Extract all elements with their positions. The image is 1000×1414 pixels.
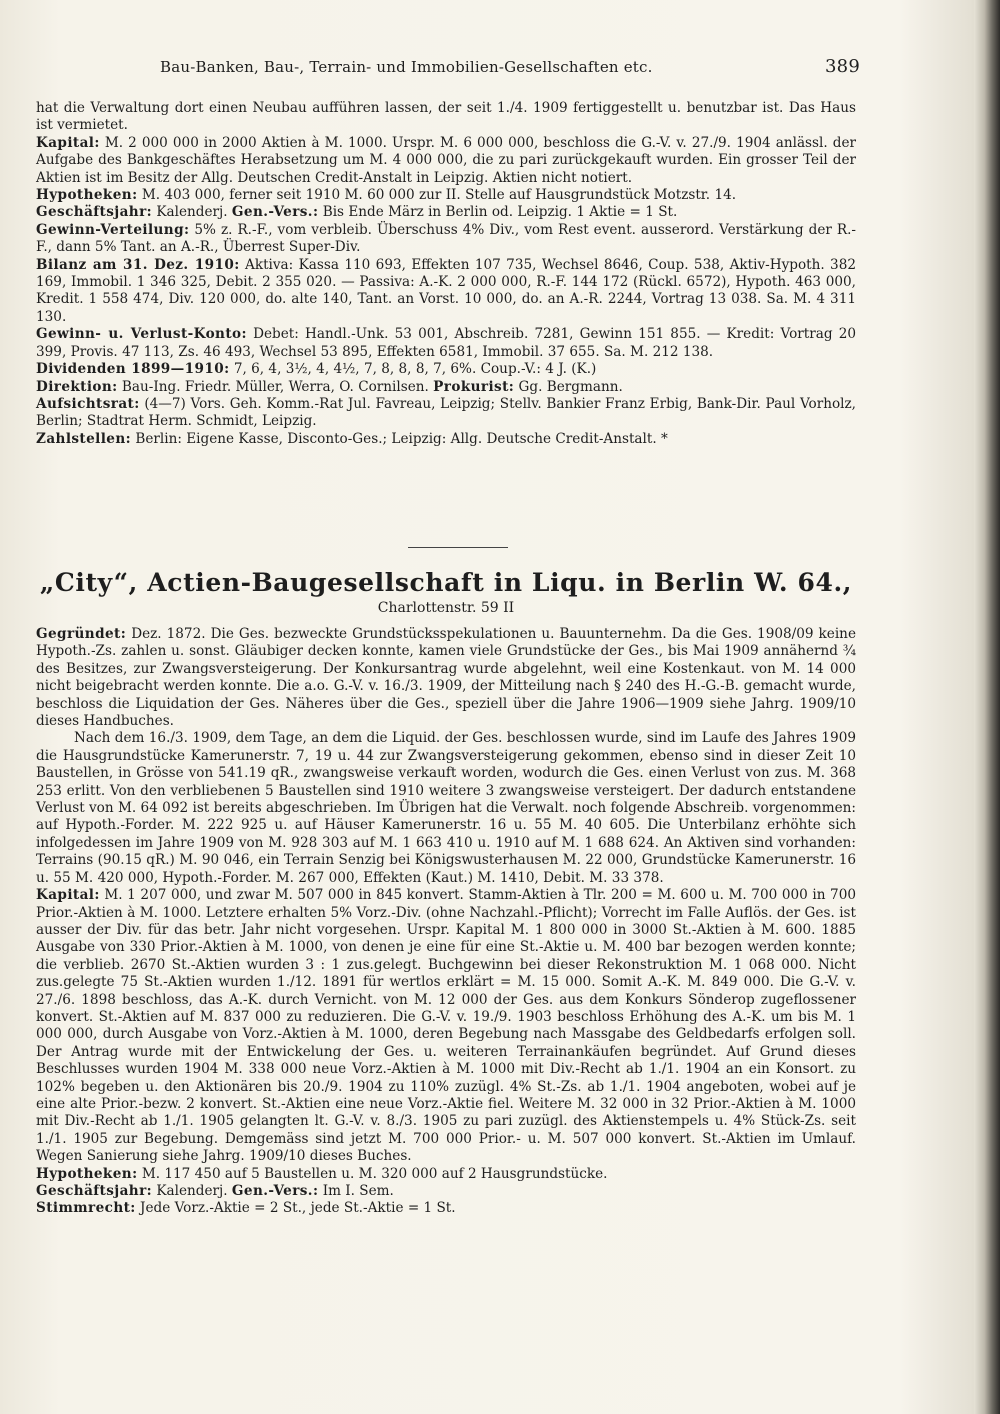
field-label: Hypotheken: [36,187,138,204]
paragraph-bilanz [36,257,856,327]
field-text: M. 117 450 auf 5 Baustellen u. M. 320 000 auf 2 Hausgrundstücke. [141,1165,608,1182]
paragraph-liquidation [36,730,856,887]
field-text: Bis Ende März in Berlin od. Leipzig. 1 Aktie = 1 St. [322,204,678,221]
entry-top [36,100,856,448]
field-label: Gewinn- u. Verlust-Konto: [36,326,247,343]
field-text: Gg. Bergmann. [518,378,623,395]
paragraph-text: hat die Verwaltung dort einen Neubau aufführen lassen, der seit 1./4. 1909 fertiggestellt u. benutzbar ist. Das Haus ist vermietet. [36,100,856,134]
field-label: Prokurist: [433,378,515,395]
field-text: 5% z. R.-F., vom verbleib. Überschuss 4% Div., vom Rest event. ausserord. Verstärkung der R.-F., dann 5% Tant. an A.-R., Überrest Super-Div. [36,221,856,256]
field-label: Zahlstellen: [36,430,132,447]
field-text: Kalenderj. [156,204,228,221]
field-text: Debet: Handl.-Unk. 53 001, Abschreib. 7281, Gewinn 151 855. — Kredit: Vortrag 20 399, Provis. 47 113, Zs. 46 493, Wechsel 53 895, Effekten 6581, Immobil. 37 655. Sa. M. 212 138. [36,326,856,360]
field-label: Gen.-Vers.: [231,1183,319,1199]
field-label: Geschäftsjahr: [36,1183,153,1199]
paragraph-hypotheken [36,1166,856,1183]
paragraph-gewinn-verlust [36,326,856,361]
paragraph-hypotheken [36,187,856,204]
field-label: Dividenden 1899—1910: [36,361,230,378]
page-binding-edge [974,0,1000,1414]
field-label: Kapital: [36,134,100,151]
paragraph-geschaeftsjahr [36,204,856,221]
field-label: Gewinn-Verteilung: [36,221,190,238]
running-header [160,58,860,76]
field-label: Bilanz am 31. Dez. 1910: [36,256,240,273]
paragraph-kapital [36,887,856,1166]
field-text: Im I. Sem. [322,1183,394,1199]
field-text: Jede Vorz.-Aktie = 2 St., jede St.-Aktie = 1 St. [140,1200,456,1217]
field-text: M. 2 000 000 in 2000 Aktien à M. 1000. Urspr. M. 6 000 000, beschloss die G.-V. v. 27./9. 1904 anlässl. der Aufgabe des Bankgeschäftes Herabsetzung um M. 4 000 000, die zu pari zurückgekauft wurden. Ein grosser Teil der Aktien ist im Besitz der Allg. Deutschen Credit-Anstalt in Leipzig. Aktien nicht notiert. [36,134,856,186]
paragraph-geschaeftsjahr [36,1183,856,1200]
field-label: Stimmrecht: [36,1200,136,1217]
field-text: Aktiva: Kassa 110 693, Effekten 107 735, Wechsel 8646, Coup. 538, Aktiv-Hypoth. 382 169, Immobil. 1 346 325, Debit. 2 355 020. — Passiva: A.-K. 2 000 000, R.-F. 144 172 (Rückl. 6572), Hypoth. 463 000, Kredit. 1 558 474, Div. 120 000, do. alte 140, Tant. an Vorst. 10 000, do. an A.-R. 2244, Vortrag 13 038. Sa. M. 4 311 130. [36,256,857,325]
field-label: Aufsichtsrat: [36,395,140,412]
company-title: „City“, Actien-Baugesellschaft in Liqu. in Berlin W. 64., [39,568,853,597]
field-label: Geschäftsjahr: [36,204,153,221]
paragraph-stimmrecht [36,1200,856,1217]
field-text: Berlin: Eigene Kasse, Disconto-Ges.; Leipzig: Allg. Deutsche Credit-Anstalt. * [135,430,668,447]
paragraph-aufsichtsrat [36,396,856,431]
field-text: Kalenderj. [156,1183,228,1199]
field-text: Dez. 1872. Die Ges. bezweckte Grundstücksspekulationen u. Bauunternehm. Da die Ges. 1908/09 keine Hypoth.-Zs. zahlen u. sonst. Gläubiger decken konnte, kamen viele Grundstücke der Ges., bis Mai 1909 annähernd ¾ des Besitzes, zur Zwangsversteigerung. Der Konkursantrag wurde abgelehnt, weil eine Kostenkaut. von M. 14 000 nicht beigebracht werden konnte. Die a.o. G.-V. v. 16./3. 1909, der Mitteilung nach § 240 des H.-G.-B. gemacht wurde, beschloss die Liquidation der Ges. Näheres über die Ges., speziell über die Jahre 1906—1909 siehe Jahrg. 1909/10 dieses Handbuches. [36,626,856,730]
section-divider [408,547,508,548]
paragraph-dividenden [36,361,856,378]
field-label: Gegründet: [36,626,127,642]
entry-bottom [36,626,856,1218]
paragraph-intro [36,100,856,135]
paragraph-direktion [36,379,856,396]
field-label: Kapital: [36,887,100,904]
company-address: Charlottenstr. 59 II [377,600,515,616]
paragraph-kapital [36,135,856,187]
page-number: 389 [825,56,860,77]
paragraph-zahlstellen [36,431,856,448]
field-text: M. 1 207 000, und zwar M. 507 000 in 845 konvert. Stamm-Aktien à Tlr. 200 = M. 600 u. M. 700 000 in 700 Prior.-Aktien à M. 1000. Letztere erhalten 5% Vorz.-Div. (ohne Nachzahl.-Pflicht); Vorrecht im Falle Auflös. der Ges. ist ausser der Div. für das betr. Jahr nicht vorgesehen. Urspr. Kapital M. 1 800 000 in 3000 St.-Aktien à M. 600. 1885 Ausgabe von 330 Prior.-Aktien à M. 1000, von denen je eine für eine St.-Aktie u. M. 400 bar bezogen werden konnte; die verblieb. 2670 St.-Aktien wurden 3 : 1 zus.gelegt. Buchgewinn bei dieser Rekonstruktion M. 1 068 000. Nicht zus.gelegte 75 St.-Aktien wurden 1./12. 1891 für wertlos erklärt = M. 15 000. Somit A.-K. M. 849 000. Die G.-V. v. 27./6. 1898 beschloss, das A.-K. durch Vernicht. von M. 12 000 der Ges. aus dem Konkurs Sönderop zugeflossener konvert. St.-Aktien auf M. 837 000 zu reduzieren. Die G.-V. v. 19./9. 1903 beschloss Erhöhung des A.-K. um bis M. 1 000 000, durch Ausgabe von Vorz.-Aktien à M. 1000, deren Begebung nach Massgabe des Geldbedarfs erfolgen soll. Der Antrag wurde mit der Entwickelung der Ges. u. weiteren Terrainankäufen begründet. Auf Grund dieses Beschlusses wurden 1904 M. 338 000 neue Vorz.-Aktien à M. 1000 mit Div.-Recht ab 1./1. 1904 an ein Konsort. zu 102% begeben u. den Aktionären bis 20./9. 1904 zu 110% zuzügl. 4% St.-Zs. ab 1./1. 1904 angeboten, wobei auf je eine alte Prior.-bezw. 2 konvert. St.-Aktien eine neue Vorz.-Aktie fiel. Weitere M. 32 000 in 32 Prior.-Aktien à M. 1000 mit Div.-Recht ab 1./1. 1905 gelangten lt. G.-V. v. 8./3. 1905 zu pari zuzügl. des Aktienstempels u. 4% Stück-Zs. seit 1./1. 1905 zur Begebung. Demgemäss sind jetzt M. 700 000 Prior.- u. M. 507 000 konvert. St.-Aktien im Umlauf. Wegen Sanierung siehe Jahrg. 1909/10 dieses Buches. [36,887,857,1165]
paragraph-text: Nach dem 16./3. 1909, dem Tage, an dem die Liquid. der Ges. beschlossen wurde, sind im Laufe des Jahres 1909 die Hausgrundstücke Kamerunerstr. 7, 19 u. 44 zur Zwangsversteigerung gekommen, ebenso sind in dieser Zeit 10 Baustellen, in Grösse von 541.19 qR., zwangsweise verkauft worden, wodurch die Ges. einen Verlust von zus. M. 368 253 erlitt. Von den verbliebenen 5 Baustellen sind 1910 weitere 3 zwangsweise versteigert. Der dadurch entstandene Verlust von M. 64 092 ist bereits abgeschrieben. Im Übrigen hat die Verwalt. noch folgende Abschreib. vorgenommen: auf Hypoth.-Forder. M. 222 925 u. auf Häuser Kamerunerstr. 16 u. 55 M. 40 605. Die Unterbilanz erhöhte sich infolgedessen im Jahre 1909 von M. 928 303 auf M. 1 663 410 u. 1910 auf M. 1 688 624. An Aktiven sind vorhanden: Terrains (90.15 qR.) M. 90 046, ein Terrain Senzig bei Königswusterhausen M. 22 000, Grundstücke Kamerunerstr. 16 u. 55 M. 420 000, Hypoth.-Forder. M. 267 000, Effekten (Kaut.) M. 1410, Debit. M. 33 378. [36,730,856,886]
field-text: M. 403 000, ferner seit 1910 M. 60 000 zur II. Stelle auf Hausgrundstück Motzstr. 14. [141,187,737,204]
field-text: 7, 6, 4, 3½, 4, 4½, 7, 8, 8, 8, 7, 6%. Coup.-V.: 4 J. (K.) [233,361,597,378]
paragraph-gewinn-verteilung [36,222,856,257]
field-text: Bau-Ing. Friedr. Müller, Werra, O. Cornilsen. [121,378,429,395]
field-text: (4—7) Vors. Geh. Komm.-Rat Jul. Favreau, Leipzig; Stellv. Bankier Franz Erbig, Bank-Dir. Paul Vorholz, Berlin; Stadtrat Herm. Schmidt, Leipzig. [36,395,856,430]
field-label: Gen.-Vers.: [231,204,319,221]
field-label: Hypotheken: [36,1165,138,1182]
paragraph-gegruendet [36,626,856,730]
running-title: Bau-Banken, Bau-, Terrain- und Immobilien-Gesellschaften etc. [160,58,653,76]
field-label: Direktion: [36,378,118,395]
